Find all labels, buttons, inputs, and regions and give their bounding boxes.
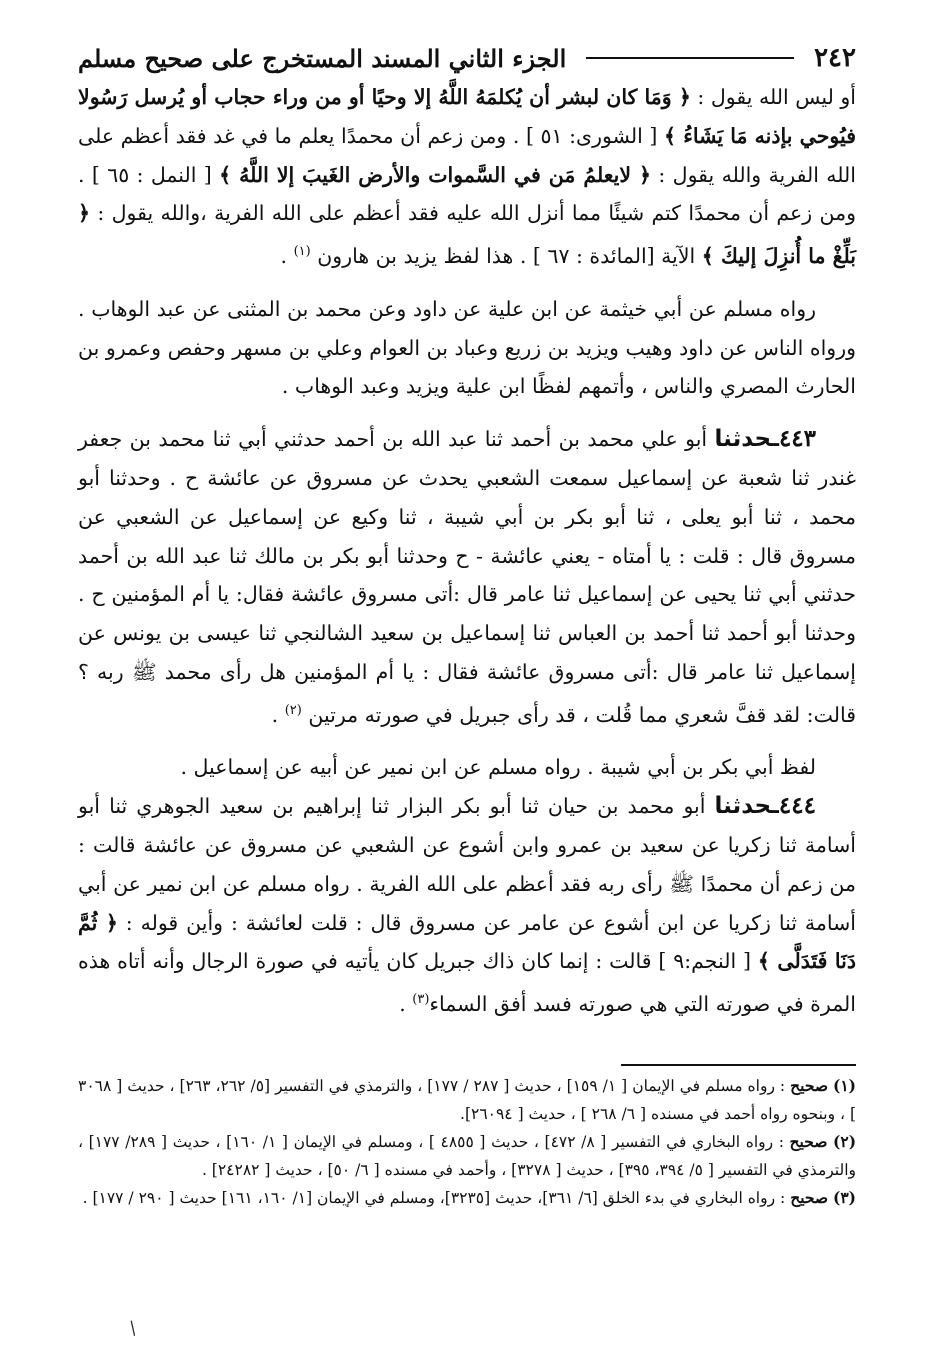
riwaya-paragraph-2: لفظ أبي بكر بن أبي شيبة . رواه مسلم عن ابن نمير عن أبيه عن إسماعيل . (180, 755, 816, 780)
spacer (78, 406, 856, 420)
footnote-2 (78, 1128, 856, 1184)
quran-verse-maida: ﴿ بَلِّغْ ما أُنزِلَ إليكَ ﴾ (78, 201, 856, 269)
quran-verse-naml: ﴿ لايعلمُ مَن في السَّموات والأرض الغَيبَ إلا اللَّهُ ﴾ (219, 162, 652, 187)
hadith-number: ٤٤٤ (778, 792, 816, 820)
footnote-text: : رواه البخاري في بدء الخلق [٦/ ٣٦١]، حديث [٣٢٣٥]، ومسلم في الإيمان [١/ ١٦٠، ١٦١] حديث [ ٢٩٠ / ١٧٧] . (82, 1188, 786, 1207)
intro-text-c: [ النمل : ٦٥ ] . ومن زعم أن محمدًا كتم شيئًا مما أنزل الله عليه فقد أعظم على الله الفرية ،والله يقول : (78, 162, 856, 226)
hadith-text-b: [ النجم:٩ ] قالت : إنما كان ذاك جبريل كان يأتيه في صورة الرجال وأنه أتاه هذه المرة في صورته التي هي صورته فسد أفق السماء (78, 949, 856, 1017)
spacer (78, 276, 856, 290)
running-title: الجزء الثاني المسند المستخرج على صحيح مسلم (78, 43, 567, 73)
page-header (78, 38, 856, 78)
quran-verse-najm: ﴿ ثُمَّ دَنَا فَتَدَلَّى ﴾ (78, 910, 856, 974)
footnote-3 (78, 1184, 856, 1212)
book-page (78, 38, 856, 1212)
riwaya-paragraph-1: رواه مسلم عن أبي خيثمة عن ابن علية عن داود وعن محمد بن المثنى عن عبد الوهاب . ورواه الناس عن داود وهيب ويزيد بن زريع وعباد بن العوام وعلي بن مسهر وحفص وعمرو بن الحارث المصري والناس ، وأتمهم لفظًا ابن علية ويزيد وعبد الوهاب . (78, 296, 856, 399)
footnote-ref-2: (٢) (284, 702, 302, 718)
footnote-grade: صحيح (789, 1131, 828, 1151)
intro-text-b: [ الشورى: ٥١ ] . ومن زعم أن محمدًا يعلم ما في غد فقد أعظم على الله الفرية والله يقول : (78, 123, 856, 187)
hadith-number: ٤٤٣ (778, 425, 816, 453)
spacer (78, 734, 856, 748)
hadith-heading-word: ـحدثنا (714, 426, 779, 453)
footnote-grade: صحيح (790, 1075, 828, 1095)
footnote-text: : رواه مسلم في الإيمان [ ١/ ١٥٩] ، حديث [ ٢٨٧ / ١٧٧] ، والترمذي في التفسير [٥/ ٢٦٢، ٢٦٣] ، حديث [ ٣٠٦٨ ] ، وبنحوه رواه أحمد في مسنده [ ٦/ ٢٦٨ ] ، حديث [ ٢٦٠٩٤]. (78, 1076, 856, 1123)
hadith-444 (78, 787, 856, 1024)
footnote-number: (١) (832, 1075, 856, 1095)
footnote-text: : رواه البخاري في التفسير [ ٨/ ٤٧٢] ، حديث [ ٤٨٥٥ ] ، ومسلم في الإيمان [ ١/ ١٦٠] ، حديث [ ٢٨٩/ ١٧٧] ، والترمذي في التفسير [ ٥/ ٣٩٤، ٣٩٥] ، حديث [ ٣٢٧٨] ، وأحمد في مسنده [ ٦/ ٥٠] ، حديث [ ٢٤٢٨٢] . (78, 1132, 856, 1179)
hadith-text-a: أبو محمد بن حيان ثنا أبو بكر البزار ثنا إبراهيم بن سعيد الجوهري ثنا أبو أسامة ثنا زكريا عن سعيد بن عمرو وابن أشوع عن الشعبي عن مسروق عن عائشة قالت : من زعم أن محمدًا ﷺ رأى ربه فقد أعظم على الله الفرية . رواه مسلم عن ابن نمير عن أبي أسامة ثنا زكريا عن ابن أشوع عن عامر عن مسروق قال : قلت لعائشة : وأين قوله : (78, 794, 856, 935)
footnote-number: (٣) (832, 1187, 856, 1207)
header-rule (586, 57, 794, 59)
hadith-text: أبو علي محمد بن أحمد ثنا عبد الله بن أحمد حدثني أبي ثنا محمد بن جعفر غندر ثنا شعبة عن إسماعيل سمعت الشعبي يحدث عن مسروق عن عائشة ح . وحدثنا أبو محمد ، ثنا أبو يعلى ، ثنا أبو بكر بن أبي شيبة ، ثنا وكيع عن إسماعيل عن الشعبي عن مسروق قال : قلت : يا أمتاه - يعني عائشة - ح وحدثنا أبو بكر بن مالك ثنا عبد الله بن أحمد حدثني أبي ثنا يحيى عن إسماعيل ثنا عامر قال :أتى مسروق عائشة فقال: يا أم المؤمنين ح . وحدثنا أبو أحمد ثنا أحمد بن العباس ثنا إسماعيل بن سعيد الشالنجي ثنا عيسى بن يونس عن إسماعيل ثنا عامر قال :أتى مسروق عائشة فقال : يا أم المؤمنين هل رأى محمد ﷺ ربه ؟ قالت: لقد قفَّ شعري مما قُلت ، قد رأى جبريل في صورته مرتين (78, 427, 856, 727)
footnote-ref-1: (١) (293, 244, 311, 260)
footnote-1 (78, 1072, 856, 1128)
intro-end: . (280, 244, 288, 269)
hadith-end: . (271, 702, 279, 727)
hadith-443 (78, 420, 856, 734)
hadith-heading-word: ـحدثنا (714, 793, 779, 820)
intro-text-d: الآية [المائدة : ٦٧ ] . هذا لفظ يزيد بن هارون (317, 244, 696, 269)
footnote-number: (٢) (833, 1131, 857, 1151)
footnote-separator (621, 1064, 856, 1066)
quran-verse-shura: ﴿ وَمَا كان لبشر أن يُكلمَهُ اللَّهُ إلا وحيًا أو من وراء حجاب أو يُرسل رَسُولا فيُوحي بإذنه مَا يَشَاءُ ﴾ (78, 85, 856, 148)
intro-paragraph (78, 78, 856, 276)
footnote-grade: صحيح (790, 1187, 829, 1207)
page-number: ٢٤٢ (814, 43, 856, 73)
intro-text-a: أو ليس الله يقول : (697, 85, 856, 109)
footnotes (78, 1072, 856, 1212)
stray-pen-mark-icon: / (125, 1317, 141, 1340)
hadith-end: . (399, 992, 406, 1017)
footnote-ref-3: (٣) (412, 992, 430, 1008)
